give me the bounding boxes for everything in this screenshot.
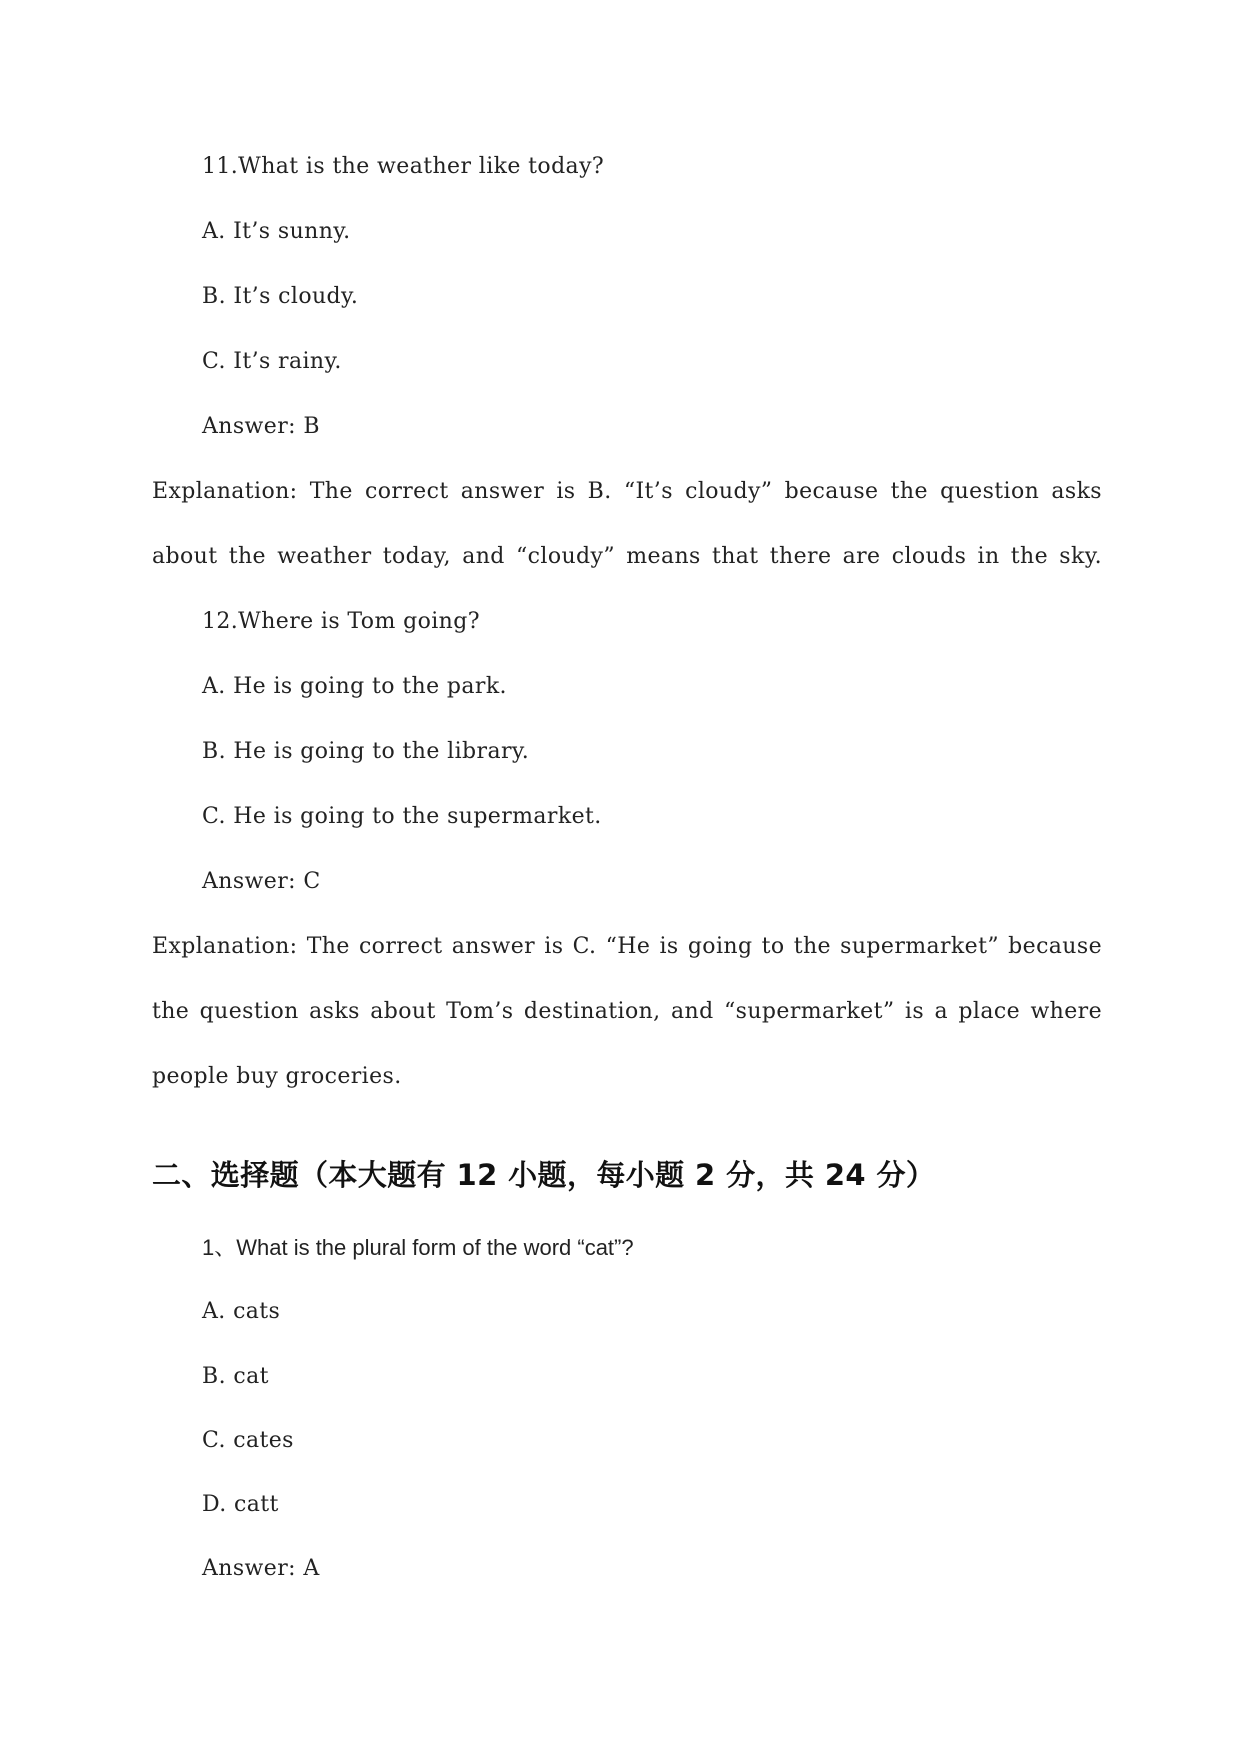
question-1-option-a: A. cats: [202, 1299, 281, 1324]
question-12: 12.Where is Tom going?: [202, 609, 480, 634]
question-11-explanation-line-2: about the weather today, and “cloudy” means that there are clouds in the sky.: [152, 544, 1102, 569]
question-11-option-b: B. It’s cloudy.: [202, 284, 359, 309]
question-11-explanation-line-1: Explanation: The correct answer is B. “It’s cloudy” because the question asks: [152, 479, 1102, 504]
question-11-option-a: A. It’s sunny.: [202, 219, 351, 244]
question-12-explanation-line-3: people buy groceries.: [152, 1064, 402, 1089]
question-1-option-b: B. cat: [202, 1364, 269, 1389]
question-1: 1、What is the plural form of the word “cat”?: [202, 1235, 634, 1260]
section-heading: 二、选择题（本大题有 12 小题，每小题 2 分，共 24 分）: [152, 1158, 936, 1192]
question-12-option-a: A. He is going to the park.: [202, 674, 507, 699]
question-11-answer: Answer: B: [202, 414, 320, 439]
question-12-option-b: B. He is going to the library.: [202, 739, 530, 764]
question-11: 11.What is the weather like today?: [202, 154, 605, 179]
question-1-option-d: D. catt: [202, 1492, 279, 1517]
question-1-answer: Answer: A: [202, 1556, 320, 1581]
question-12-explanation-line-2: the question asks about Tom’s destination, and “supermarket” is a place where: [152, 999, 1102, 1024]
question-11-option-c: C. It’s rainy.: [202, 349, 342, 374]
question-12-answer: Answer: C: [202, 869, 321, 894]
question-1-option-c: C. cates: [202, 1428, 294, 1453]
question-12-explanation-line-1: Explanation: The correct answer is C. “He is going to the supermarket” because: [152, 934, 1102, 959]
question-12-option-c: C. He is going to the supermarket.: [202, 804, 602, 829]
